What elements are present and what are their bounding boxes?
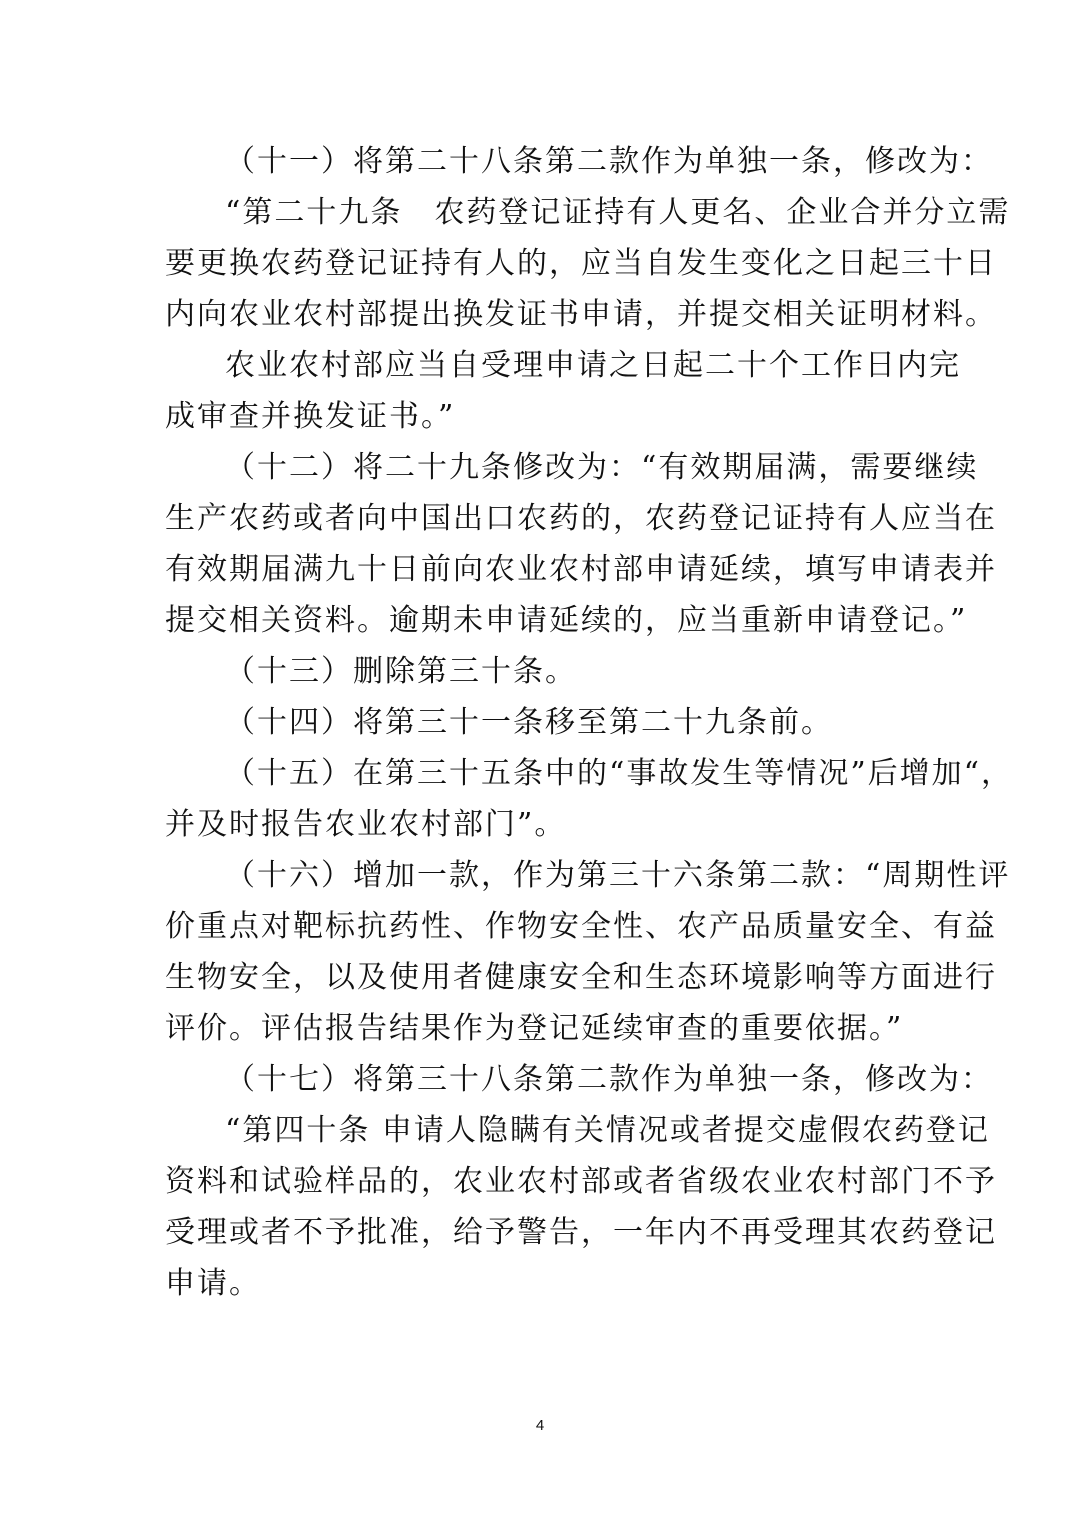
article-40-line-1: “第四十条 申请人隐瞒有关情况或者提交虚假农药登记 bbox=[225, 1113, 990, 1148]
paragraph-12-line-3: 有效期届满九十日前向农业农村部申请延续，填写申请表并 bbox=[165, 552, 997, 587]
paragraph-17-line-1: （十七）将第三十八条第二款作为单独一条，修改为： bbox=[225, 1062, 993, 1097]
paragraph-16-line-3: 生物安全，以及使用者健康安全和生态环境影响等方面进行 bbox=[165, 960, 997, 995]
paragraph-13: （十三）删除第三十条。 bbox=[225, 654, 577, 689]
page-number: 4 bbox=[535, 1417, 545, 1434]
article-29-line-3: 内向农业农村部提出换发证书申请，并提交相关证明材料。 bbox=[165, 297, 997, 332]
paragraph-16-line-2: 价重点对靶标抗药性、作物安全性、农产品质量安全、有益 bbox=[165, 909, 997, 944]
article-29-paragraph-2-line-2: 成审查并换发证书。” bbox=[165, 399, 456, 434]
paragraph-15-line-2: 并及时报告农业农村部门”。 bbox=[165, 807, 567, 842]
article-40-line-3: 受理或者不予批准，给予警告，一年内不再受理其农药登记 bbox=[165, 1215, 997, 1250]
paragraph-12-line-4: 提交相关资料。逾期未申请延续的，应当重新申请登记。” bbox=[165, 603, 968, 638]
paragraph-12-line-1: （十二）将二十九条修改为：“有效期届满，需要继续 bbox=[225, 450, 979, 485]
paragraph-14: （十四）将第三十一条移至第二十九条前。 bbox=[225, 705, 833, 740]
article-29-line-2: 要更换农药登记证持有人的，应当自发生变化之日起三十日 bbox=[165, 246, 997, 281]
paragraph-11-line-1: （十一）将第二十八条第二款作为单独一条，修改为： bbox=[225, 144, 993, 179]
article-40-line-2: 资料和试验样品的，农业农村部或者省级农业农村部门不予 bbox=[165, 1164, 997, 1199]
paragraph-16-line-4: 评价。评估报告结果作为登记延续审查的重要依据。” bbox=[165, 1011, 904, 1046]
article-40-line-4: 申请。 bbox=[165, 1266, 261, 1301]
article-29-paragraph-2-line-1: 农业农村部应当自受理申请之日起二十个工作日内完 bbox=[225, 348, 961, 383]
paragraph-16-line-1: （十六）增加一款，作为第三十六条第二款：“周期性评 bbox=[225, 858, 1011, 893]
paragraph-15-line-1: （十五）在第三十五条中的“事故发生等情况”后增加“， bbox=[225, 756, 1014, 791]
article-29-line-1: “第二十九条 农药登记证持有人更名、企业合并分立需 bbox=[225, 195, 1011, 230]
paragraph-12-line-2: 生产农药或者向中国出口农药的，农药登记证持有人应当在 bbox=[165, 501, 997, 536]
